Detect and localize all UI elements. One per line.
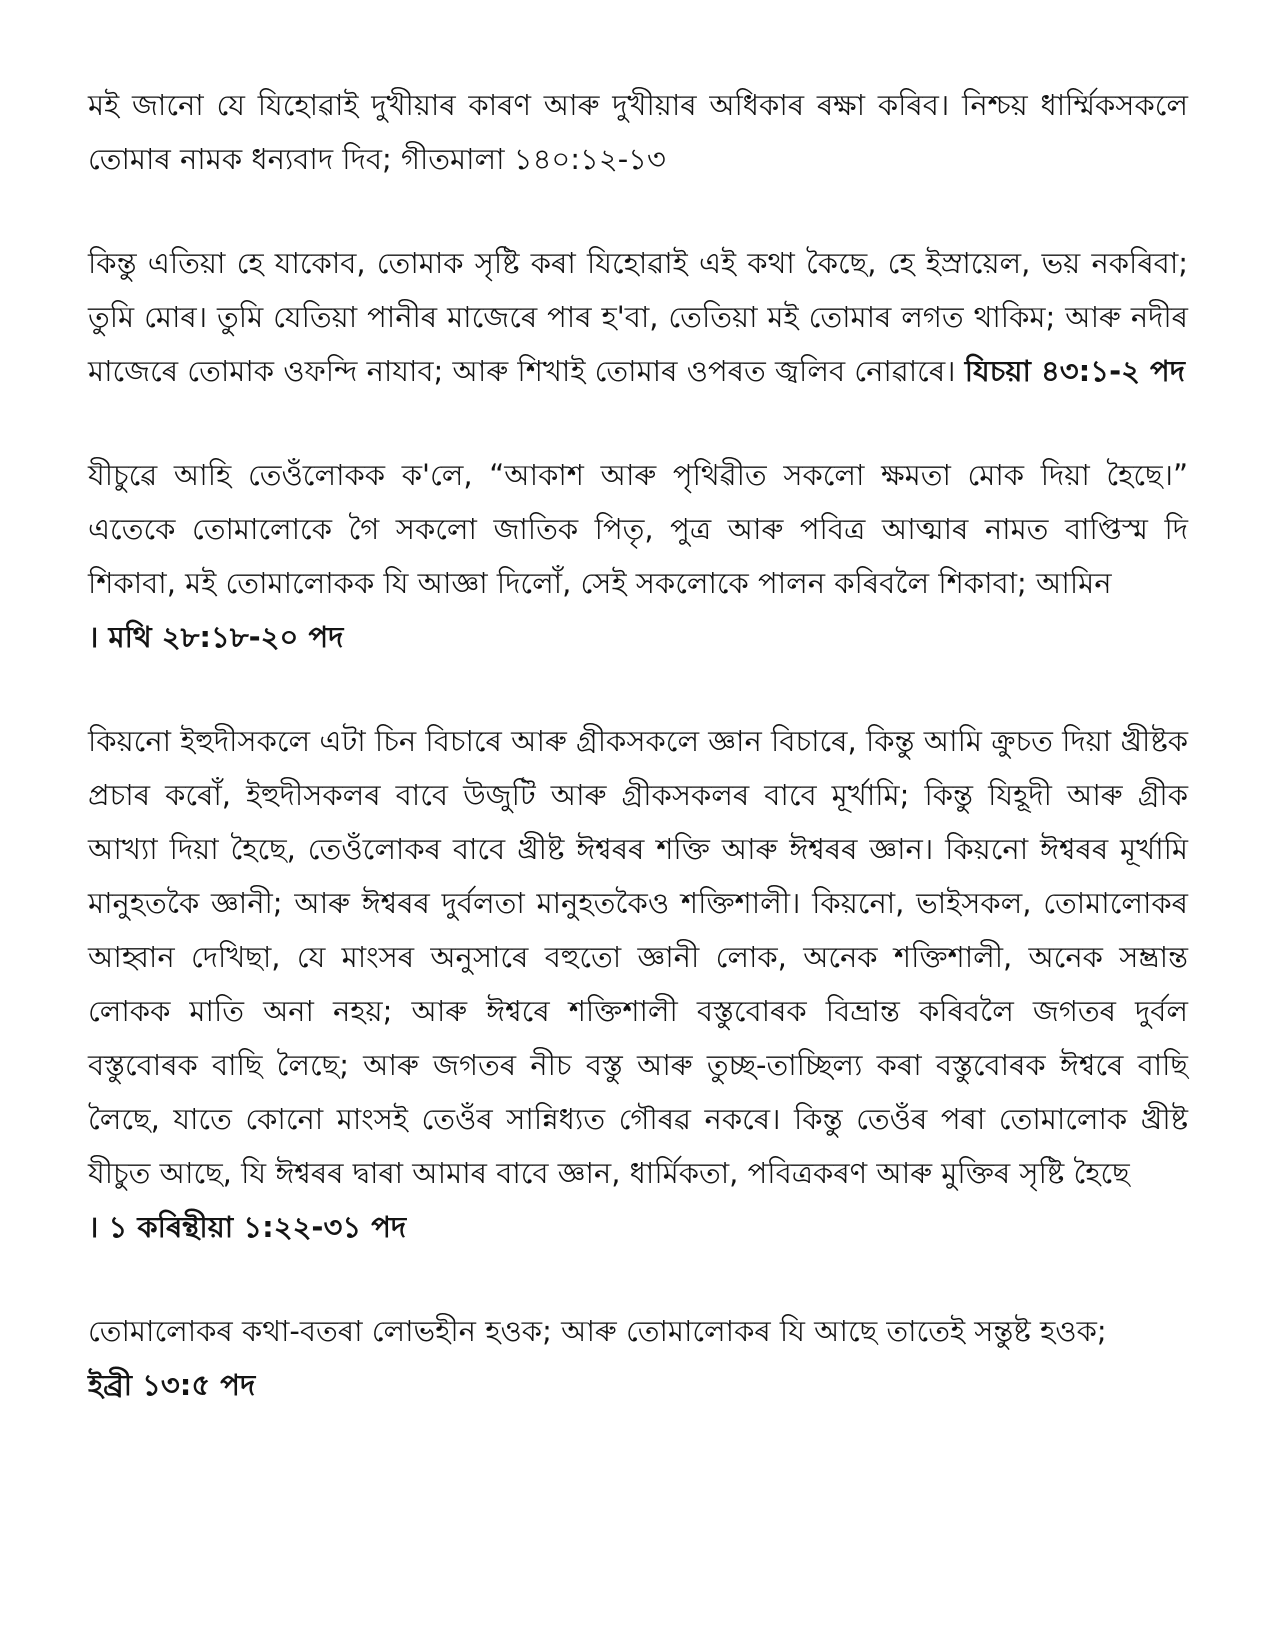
passage-text: তোমালোকৰ কথা-বতৰা লোভহীন হওক; আৰু তোমালোকৰ যি আছে তাতেই সন্তুষ্ট হওক; <box>88 1314 1107 1348</box>
scripture-reference: যিচয়া ৪৩:১-২ পদ <box>964 354 1185 388</box>
passage-corinthians <box>88 714 1188 1254</box>
passage-psalm <box>88 78 1188 186</box>
scripture-reference: । মথি ২৮:১৮-২০ পদ <box>88 620 344 654</box>
passage-matthew <box>88 448 1188 664</box>
passage-isaiah <box>88 236 1188 398</box>
document-page <box>88 78 1188 1412</box>
scripture-reference: । ১ কৰিন্থীয়া ১:২২-৩১ পদ <box>88 1210 407 1244</box>
passage-hebrews <box>88 1304 1188 1412</box>
passage-text: যীচুৱে আহি তেওঁলোকক ক'লে, “আকাশ আৰু পৃথিৱীত সকলো ক্ষমতা মোক দিয়া হৈছে।” এতেকে তোমালোকে গৈ সকলো জাতিক পিতৃ, পুত্ৰ আৰু পবিত্ৰ আত্মাৰ নামত বাপ্তিস্ম দি শিকাবা, মই তোমালোকক যি আজ্ঞা দিলোঁ, সেই সকলোকে পালন কৰিবলৈ শিকাবা; আমিন <box>88 458 1188 600</box>
scripture-reference: ইব্ৰী ১৩:৫ পদ <box>88 1368 256 1402</box>
passage-text: কিয়নো ইহুদীসকলে এটা চিন বিচাৰে আৰু গ্ৰীকসকলে জ্ঞান বিচাৰে, কিন্তু আমি ক্ৰুচত দিয়া খ্ৰীষ্টক প্ৰচাৰ কৰোঁ, ইহুদীসকলৰ বাবে উজুটি আৰু গ্ৰীকসকলৰ বাবে মূৰ্খামি; কিন্তু যিহূদী আৰু গ্ৰীক আখ্যা দিয়া হৈছে, তেওঁলোকৰ বাবে খ্ৰীষ্ট ঈশ্বৰৰ শক্তি আৰু ঈশ্বৰৰ জ্ঞান। কিয়নো ঈশ্বৰৰ মূৰ্খামি মানুহতকৈ জ্ঞানী; আৰু ঈশ্বৰৰ দুৰ্বলতা মানুহতকৈও শক্তিশালী। কিয়নো, ভাইসকল, তোমালোকৰ আহ্বান দেখিছা, যে মাংসৰ অনুসাৰে বহুতো জ্ঞানী লোক, অনেক শক্তিশালী, অনেক সম্ভ্ৰান্ত লোকক মাতি অনা নহয়; আৰু ঈশ্বৰে শক্তিশালী বস্তুবোৰক বিভ্ৰান্ত কৰিবলৈ জগতৰ দুৰ্বল বস্তুবোৰক বাছি লৈছে; আৰু জগতৰ নীচ বস্তু আৰু তুচ্ছ-তাচ্ছিল্য কৰা বস্তুবোৰক ঈশ্বৰে বাছি লৈছে, যাতে কোনো মাংসই তেওঁৰ সান্নিধ্যত গৌৰৱ নকৰে। কিন্তু তেওঁৰ পৰা তোমালোক খ্ৰীষ্ট যীচুত আছে, যি ঈশ্বৰৰ দ্বাৰা আমাৰ বাবে জ্ঞান, ধাৰ্মিকতা, পবিত্ৰকৰণ আৰু মুক্তিৰ সৃষ্টি হৈছে <box>88 724 1188 1190</box>
passage-text: কিন্তু এতিয়া হে যাকোব, তোমাক সৃষ্টি কৰা যিহোৱাই এই কথা কৈছে, হে ইস্ৰায়েল, ভয় নকৰিবা; তুমি মোৰ। তুমি যেতিয়া পানীৰ মাজেৰে পাৰ হ'বা, তেতিয়া মই তোমাৰ লগত থাকিম; আৰু নদীৰ মাজেৰে তোমাক ওফন্দি নাযাব; আৰু শিখাই তোমাৰ ওপৰত জ্বলিব নোৱাৰে। <box>88 246 1188 388</box>
passage-text: মই জানো যে যিহোৱাই দুখীয়াৰ কাৰণ আৰু দুখীয়াৰ অধিকাৰ ৰক্ষা কৰিব। নিশ্চয় ধাৰ্ম্মিকসকলে তোমাৰ নামক ধন্যবাদ দিব; গীতমালা ১৪০:১২-১৩ <box>88 88 1188 176</box>
